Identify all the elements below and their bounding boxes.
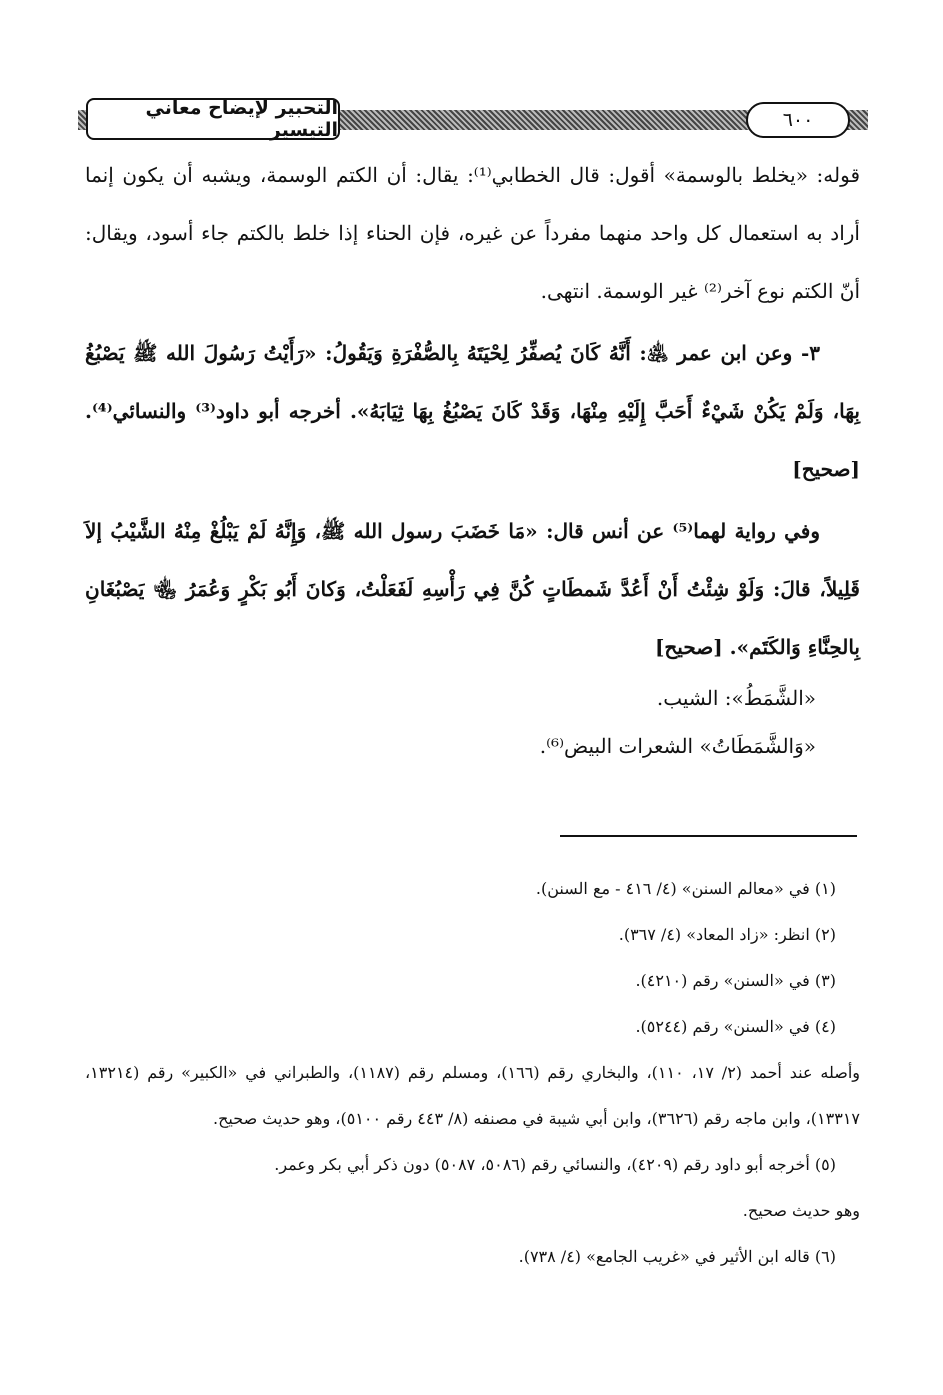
definition-shamat: «الشَّمَطُ»: الشيب. (656, 686, 816, 710)
paragraph-hadith-ibn-umar: ٣- وعن ابن عمر ﵁: أَنَّهُ كَانَ يُصفِّرُ لِحْيَتَهُ بِالصُّفْرَةِ وَيَقُولُ: «رَأَيْتُ رَسُولَ الله ﷺ يَصْبُغُ بِهَا، وَلَمْ يَكُنْ شَيْءٌ أَحَبَّ إِلَيْهِ مِنْهَا، وَقَدْ كَانَ يَصْبُغُ بِهَا ثِيَابَهُ». أخرجه أبو داود⁽³⁾ والنسائي⁽⁴⁾. [صحيح] (85, 341, 860, 481)
page-header (78, 98, 868, 142)
footnote-3: (٣) في «السنن» رقم (٤٢١٠). (635, 971, 836, 990)
paragraph-commentary: قوله: «يخلط بالوسمة» أقول: قال الخطابي⁽¹⁾: يقال: أن الكتم الوسمة، ويشبه أن يكون إنما أراد به استعمال كل واحد منهما مفرداً عن غيره، فإن الحناء إذا خلط بالكتم جاء أسود، ويقال: أنّ الكتم نوع آخر⁽²⁾ غير الوسمة. انتهى. (85, 163, 860, 303)
main-text (85, 146, 860, 768)
footnote-5-continuation: وهو حديث صحيح. (742, 1201, 860, 1220)
footnote-separator (560, 835, 857, 837)
page-number: ٦٠٠ (746, 102, 850, 138)
book-title: التحبير لإيضاح معاني التيسير (86, 98, 340, 140)
footnote-1: (١) في «معالم السنن» (٤/ ٤١٦ - مع السنن). (535, 879, 836, 898)
footnote-4: (٤) في «السنن» رقم (٥٢٤٤). (635, 1017, 836, 1036)
footnote-2: (٢) انظر: «زاد المعاد» (٤/ ٣٦٧). (618, 925, 836, 944)
footnote-6: (٦) قاله ابن الأثير في «غريب الجامع» (٤/ ٧٣٨). (518, 1247, 836, 1266)
footnote-4-continuation: وأصله عند أحمد (٢/ ١٧، ١١٠)، والبخاري رقم (١٦٦)، ومسلم رقم (١١٨٧)، والطبراني في «الكبير» رقم (١٣٢١٤، ١٣٣١٧)، وابن ماجه رقم (٣٦٢٦)، وابن أبي شيبة في مصنفه (٨/ ٤٤٣ رقم ٥١٠٠)، وهو حديث صحيح. (85, 1063, 861, 1128)
definition-shamatat: «وَالشَّمَطَاتُ» الشعرات البيض⁽⁶⁾. (539, 734, 816, 758)
footnotes (85, 866, 860, 1280)
paragraph-hadith-anas: وفي رواية لهما⁽⁵⁾ عن أنس قال: «مَا خَضَبَ رسول الله ﷺ، وَإِنَّهُ لَمْ يَبْلُغْ مِنْهُ الشَّيْبُ إلاَ قَلِيلاً، قالَ: وَلَوْ شِئْتُ أَنْ أَعُدَّ شَمطَاتٍ كُنَّ فِي رَأْسِهِ لَفَعَلْتُ، وَكانَ أَبُو بَكْرٍ وَعُمَرُ ﵄ يَصْبُغَانِ بِالحِنَّاءِ وَالكَتَم». [صحيح] (85, 519, 860, 659)
footnote-5: (٥) أخرجه أبو داود رقم (٤٢٠٩)، والنسائي رقم (٥٠٨٦، ٥٠٨٧) دون ذكر أبي بكر وعمر. (274, 1155, 836, 1174)
